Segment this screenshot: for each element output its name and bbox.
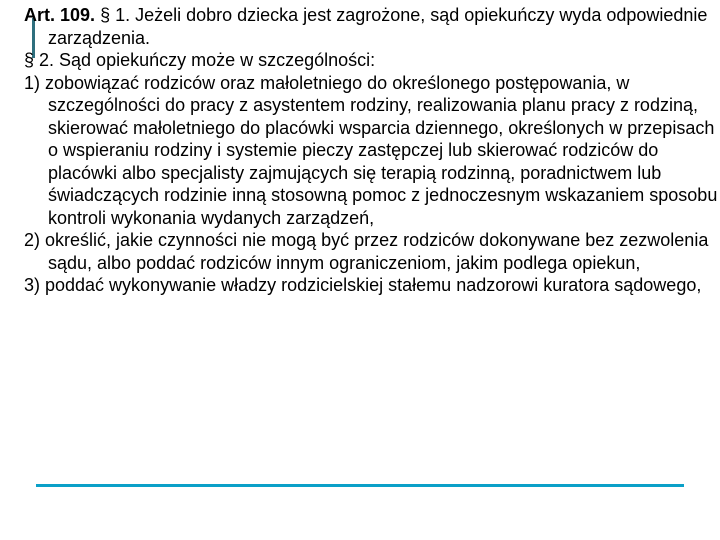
- paragraph-1-text: § 1. Jeżeli dobro dziecka jest zagrożone, sąd opiekuńczy wyda odpowiednie zarządzenia.: [48, 5, 708, 48]
- article-text: [24, 4, 718, 297]
- bottom-divider: [36, 484, 684, 487]
- list-item-1: 1) zobowiązać rodziców oraz małoletniego do określonego postępowania, w szczególności do pracy z asystentem rodziny, realizowania planu pracy z rodziną, skierować małoletniego do placówki wsparcia dziennego, określonych w przepisach o wspieraniu rodziny i systemie pieczy zastępczej lub skierować rodziców do placówki albo specjalisty zajmujących się terapią rodzinną, poradnictwem lub świadczących rodzinie inną stosowną pomoc z jednoczesnym wskazaniem sposobu kontroli wykonania wydanych zarządzeń,: [24, 72, 718, 228]
- article-label: Art. 109.: [24, 5, 96, 25]
- paragraph-1: [24, 4, 718, 49]
- list-item-2: 2) określić, jakie czynności nie mogą być przez rodziców dokonywane bez zezwolenia sądu, albo poddać rodziców innym ograniczeniom, jakim podlega opiekun,: [24, 230, 709, 273]
- list-item-3: 3) poddać wykonywanie władzy rodzicielskiej stałemu nadzorowi kuratora sądowego,: [24, 275, 702, 295]
- paragraph-2: § 2. Sąd opiekuńczy może w szczególności:: [24, 50, 376, 70]
